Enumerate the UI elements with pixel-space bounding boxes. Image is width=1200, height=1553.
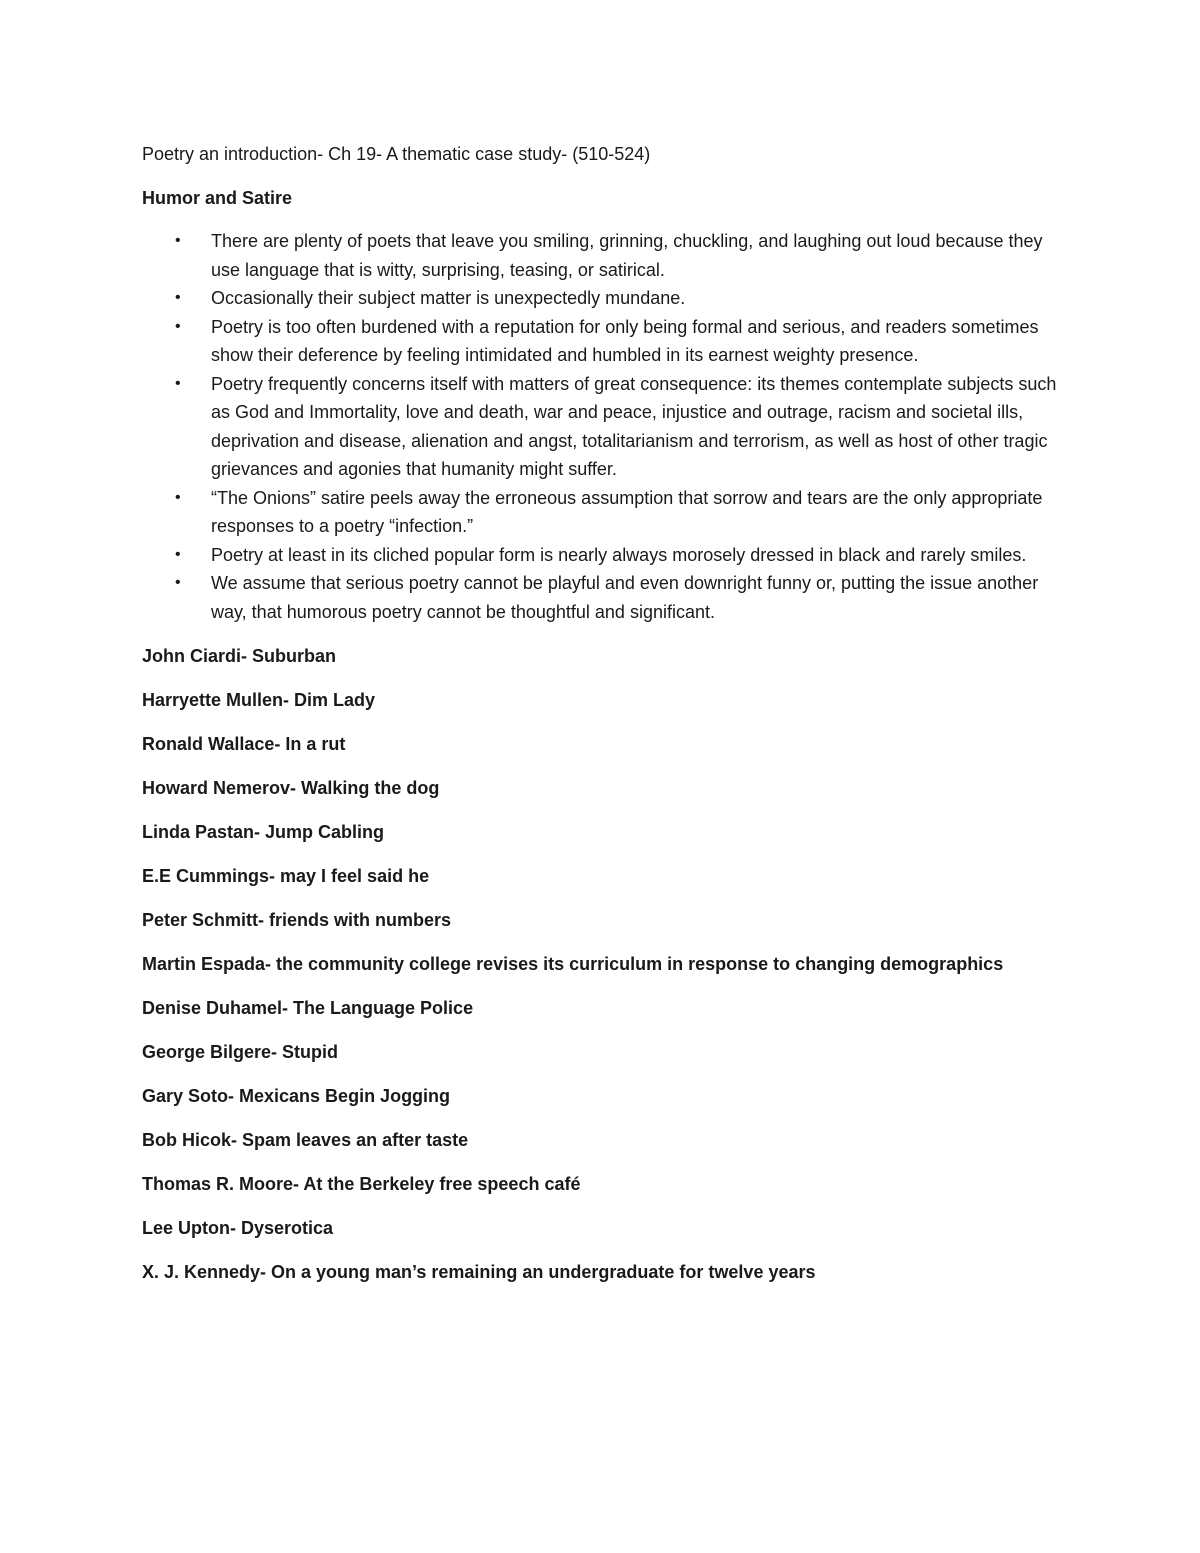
- poem-entry: Bob Hicok- Spam leaves an after taste: [142, 1130, 469, 1150]
- poem-entry: John Ciardi- Suburban: [142, 646, 337, 666]
- poem-entry: Howard Nemerov- Walking the dog: [142, 778, 440, 798]
- bullet-item: [142, 227, 1062, 284]
- bullet-item: [142, 569, 1062, 626]
- document-header: Poetry an introduction- Ch 19- A thematic case study- (510-524): [142, 144, 651, 164]
- poem-entry: Martin Espada- the community college revises its curriculum in response to changing demographics: [142, 954, 1004, 974]
- poem-entry: E.E Cummings- may I feel said he: [142, 866, 430, 886]
- poem-entry: Denise Duhamel- The Language Police: [142, 998, 474, 1018]
- poem-entry: Ronald Wallace- In a rut: [142, 734, 346, 754]
- bullet-icon: •: [175, 545, 181, 563]
- poem-entry: Harryette Mullen- Dim Lady: [142, 690, 376, 710]
- bullet-list: [142, 227, 1062, 626]
- poem-entry: Thomas R. Moore- At the Berkeley free speech café: [142, 1174, 581, 1194]
- bullet-icon: •: [175, 488, 181, 506]
- bullet-text: “The Onions” satire peels away the erroneous assumption that sorrow and tears are the only appropriate responses to a poetry “infection.”: [211, 487, 1043, 536]
- bullet-item: [142, 541, 1062, 570]
- bullet-item: [142, 484, 1062, 541]
- poem-entry: Lee Upton- Dyserotica: [142, 1218, 334, 1238]
- poem-entry: Gary Soto- Mexicans Begin Jogging: [142, 1086, 451, 1106]
- bullet-item: [142, 370, 1062, 484]
- bullet-text: Poetry at least in its cliched popular form is nearly always morosely dressed in black and rarely smiles.: [211, 544, 1027, 565]
- bullet-icon: •: [175, 574, 181, 591]
- bullet-icon: •: [175, 374, 181, 392]
- poem-entry: Peter Schmitt- friends with numbers: [142, 910, 452, 930]
- poem-entry: X. J. Kennedy- On a young man’s remaining an undergraduate for twelve years: [142, 1262, 816, 1282]
- bullet-item: [142, 313, 1062, 370]
- bullet-text: Occasionally their subject matter is unexpectedly mundane.: [211, 288, 686, 308]
- section-title: Humor and Satire: [142, 187, 293, 208]
- bullet-icon: •: [175, 289, 181, 306]
- document-body: [142, 140, 1062, 1302]
- bullet-text: Poetry is too often burdened with a reputation for only being formal and serious, and readers sometimes show their deference by feeling intimidated and humbled in its earnest weighty presence.: [211, 316, 1039, 365]
- bullet-text: There are plenty of poets that leave you smiling, grinning, chuckling, and laughing out loud because they use language that is witty, surprising, teasing, or satirical.: [211, 231, 1043, 280]
- bullet-text: We assume that serious poetry cannot be playful and even downright funny or, putting the issue another way, that humorous poetry cannot be thoughtful and significant.: [211, 573, 1039, 622]
- poem-list: [142, 642, 1062, 1287]
- poem-entry: Linda Pastan- Jump Cabling: [142, 822, 385, 842]
- bullet-icon: •: [175, 317, 181, 335]
- bullet-item: [142, 284, 1062, 313]
- bullet-icon: •: [175, 232, 181, 249]
- bullet-text: Poetry frequently concerns itself with matters of great consequence: its themes contemplate subjects such as God and Immortality, love and death, war and peace, injustice and outrage, racism and societal ills, deprivation and disease, alienation and angst, totalitarianism and terrorism, as well as host of other tragic grievances and agonies that humanity might suffer.: [211, 373, 1057, 479]
- poem-entry: George Bilgere- Stupid: [142, 1042, 339, 1062]
